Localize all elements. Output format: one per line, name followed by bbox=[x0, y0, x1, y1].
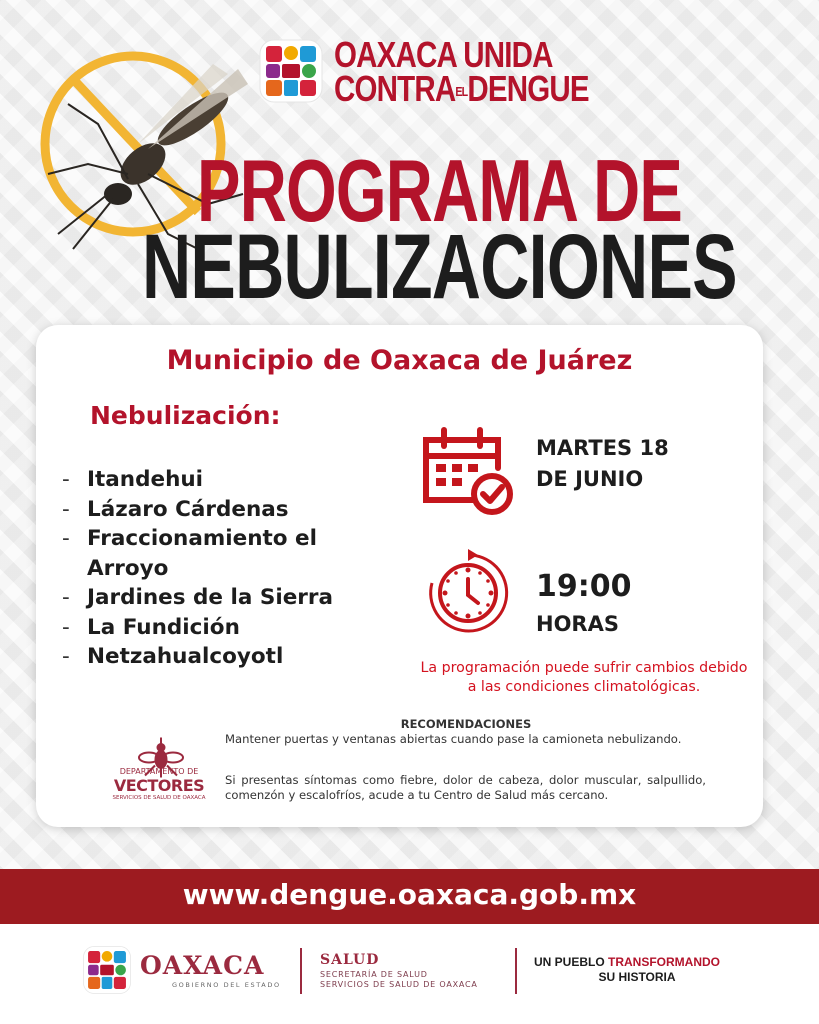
event-date bbox=[536, 433, 669, 495]
event-date-line2: DE JUNIO bbox=[536, 467, 644, 491]
location-list bbox=[62, 465, 392, 672]
recommendation-2: Si presentas síntomas como fiebre, dolor de cabeza, dolor muscular, salpullido, comenzón y escalofríos, acude a tu Centro de Salud más cercano. bbox=[225, 773, 706, 802]
clock-icon bbox=[422, 547, 514, 639]
salud-name: SALUD bbox=[320, 952, 380, 968]
campaign-line2-start: CONTRA bbox=[334, 68, 456, 109]
list-item: - La Fundición bbox=[62, 613, 392, 643]
salud-secretaria: SECRETARÍA DE SALUD bbox=[320, 970, 428, 979]
campaign-title-line2 bbox=[334, 68, 589, 110]
government-name: OAXACA bbox=[140, 951, 265, 980]
event-time: 19:00 bbox=[536, 569, 632, 604]
campaign-title-line1: OAXACA UNIDA bbox=[334, 34, 553, 75]
list-item: - Jardines de la Sierra bbox=[62, 583, 392, 613]
slogan-part2: TRANSFORMANDO bbox=[608, 955, 721, 969]
vectores-name: VECTORES bbox=[113, 776, 205, 795]
list-item: - Lázaro Cárdenas bbox=[62, 495, 392, 525]
slogan-line1 bbox=[534, 955, 720, 969]
program-title: PROGRAMA DE bbox=[197, 141, 683, 240]
campaign-line2-small: EL bbox=[455, 83, 468, 99]
event-time-unit: HORAS bbox=[536, 612, 619, 636]
municipality-title: Municipio de Oaxaca de Juárez bbox=[166, 345, 633, 376]
website-link[interactable]: www.dengue.oaxaca.gob.mx bbox=[182, 878, 637, 911]
slogan-part1: UN PUEBLO bbox=[534, 955, 609, 969]
footer-divider bbox=[300, 948, 302, 994]
footer-divider bbox=[515, 948, 517, 994]
event-date-line1: MARTES 18 bbox=[536, 436, 669, 460]
info-card bbox=[36, 325, 763, 827]
campaign-line2-end: DENGUE bbox=[467, 68, 589, 109]
calendar-check-icon bbox=[416, 420, 516, 520]
oaxaca-logo-icon bbox=[82, 945, 132, 995]
vectores-subtitle: SERVICIOS DE SALUD DE OAXACA bbox=[112, 795, 206, 801]
recommendations-heading: RECOMENDACIONES bbox=[400, 717, 532, 731]
slogan-line2: SU HISTORIA bbox=[598, 970, 676, 984]
list-item: - Itandehui bbox=[62, 465, 392, 495]
weather-note: La programación puede sufrir cambios debido a las condiciones climatológicas. bbox=[420, 660, 748, 695]
salud-servicios: SERVICIOS DE SALUD DE OAXACA bbox=[320, 980, 478, 989]
program-subtitle: NEBULIZACIONES bbox=[142, 216, 737, 318]
list-item: - Netzahualcoyotl bbox=[62, 642, 392, 672]
government-subtitle: GOBIERNO DEL ESTADO bbox=[172, 981, 281, 989]
list-item: - Fraccionamiento el Arroyo bbox=[62, 524, 392, 583]
nebulization-heading: Nebulización: bbox=[90, 401, 281, 430]
recommendation-1: Mantener puertas y ventanas abiertas cuando pase la camioneta nebulizando. bbox=[225, 732, 682, 746]
vectores-dept-label: DEPARTAMENTO DE bbox=[119, 767, 199, 776]
